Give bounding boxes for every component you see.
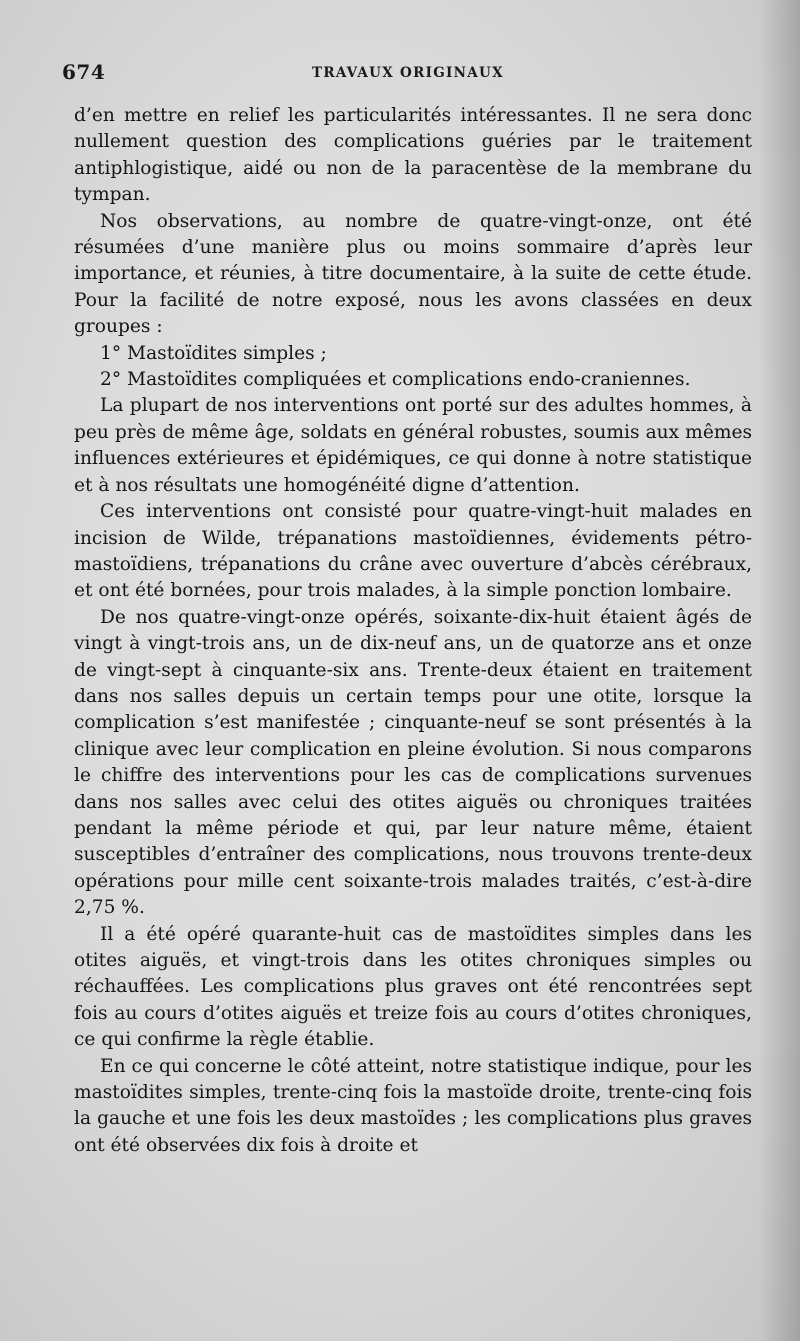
paragraph: Ces interventions ont consisté pour quatre-vingt-huit malades en incision de Wilde, trépanations mastoïdiennes, évidements pétro-mastoïdiens, trépanations du crâne avec ouverture d’abcès cérébraux, et ont été bornées, pour trois malades, à la simple ponction lombaire. — [74, 501, 752, 602]
list-item: 2° Mastoïdites compliquées et complications endo-craniennes. — [100, 369, 691, 391]
body-text — [74, 103, 752, 1159]
list-item: 1° Mastoïdites simples ; — [100, 342, 327, 364]
running-head: TRAVAUX ORIGINAUX — [312, 65, 504, 81]
paragraph: Nos observations, au nombre de quatre-vingt-onze, ont été résumées d’une manière plus ou moins sommaire d’après leur importance, et réunies, à titre documentaire, à la suite de cette étude. Pour la facilité de notre exposé, nous les avons classées en deux groupes : — [74, 210, 752, 338]
paragraph: De nos quatre-vingt-onze opérés, soixante-dix-huit étaient âgés de vingt à vingt-trois ans, un de dix-neuf ans, un de quatorze ans et onze de vingt-sept à cinquante-six ans. Trente-deux étaient en traitement dans nos salles depuis un certain temps pour une otite, lorsque la complication s’est manifestée ; cinquante-neuf se sont présentés à la clinique avec leur complication en pleine évolution. Si nous comparons le chiffre des interventions pour les cas de complications survenues dans nos salles avec celui des otites aiguës ou chroniques traitées pendant la même période et qui, par leur nature même, étaient susceptibles d’entraîner des complications, nous trouvons trente-deux opérations pour mille cent soixante-trois malades traités, c’est-à-dire 2,75 %. — [74, 606, 752, 919]
paragraph: La plupart de nos interventions ont porté sur des adultes hommes, à peu près de même âge, soldats en général robustes, soumis aux mêmes influences extérieures et épidémiques, ce qui donne à notre statistique et à nos résultats une homogénéité digne d’attention. — [74, 395, 752, 496]
paragraph: d’en mettre en relief les particularités intéressantes. Il ne sera donc nullement question des complications guéries par le traitement antiphlogistique, aidé ou non de la paracentèse de la membrane du tympan. — [74, 105, 752, 206]
page-number: 674 — [62, 60, 106, 84]
paragraph: En ce qui concerne le côté atteint, notre statistique indique, pour les mastoïdites simples, trente-cinq fois la mastoïde droite, trente-cinq fois la gauche et une fois les deux mastoïdes ; les complications plus graves ont été observées dix fois à droite et — [74, 1055, 752, 1156]
paragraph: Il a été opéré quarante-huit cas de mastoïdites simples dans les otites aiguës, et vingt-trois dans les otites chroniques simples ou réchauffées. Les complications plus graves ont été rencontrées sept fois au cours d’otites aiguës et treize fois au cours d’otites chroniques, ce qui confirme la règle établie. — [74, 923, 752, 1051]
page-header — [62, 60, 748, 90]
